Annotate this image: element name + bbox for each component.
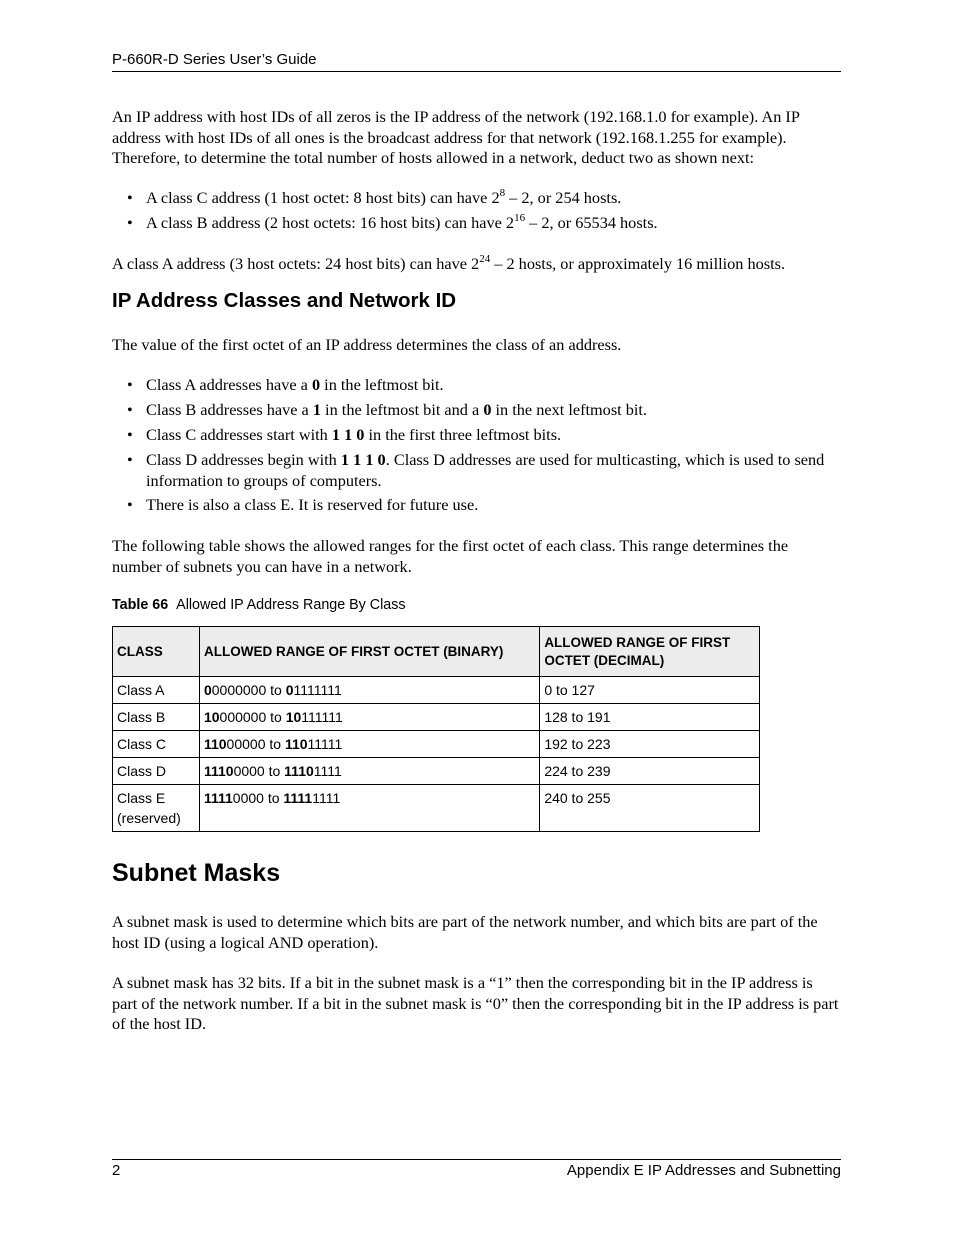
table-header-row [113, 627, 760, 677]
table-row [113, 704, 760, 731]
subnet-mask-paragraph-2: A subnet mask has 32 bits. If a bit in the subnet mask is a “1” then the corresponding bit in the IP address is part of the network number. If a bit in the subnet mask is “0” then the corresponding bit in the IP address is part of the host ID. [112, 973, 839, 1033]
cell-binary: 11000000 to 11011111 [199, 731, 539, 758]
table-row [113, 758, 760, 785]
cell-class: Class B [113, 704, 200, 731]
footer-divider [112, 1159, 841, 1160]
cell-binary: 10000000 to 10111111 [199, 704, 539, 731]
bullet-dot: • [127, 400, 133, 419]
running-header-title: P-660R-D Series User’s Guide [112, 51, 317, 68]
cell-decimal: 0 to 127 [540, 677, 760, 704]
section-heading-subnet-masks: Subnet Masks [112, 859, 281, 887]
section-heading-ip-classes: IP Address Classes and Network ID [112, 289, 457, 312]
bullet-dot: • [127, 450, 133, 469]
table-row [113, 677, 760, 704]
table-caption-label: Table 66 [112, 597, 169, 613]
intro-paragraph: An IP address with host IDs of all zeros is the IP address of the network (192.168.1.0 for example). An IP address with host IDs of all ones is the broadcast address for that network (192.168.1.255 for example). Therefore, to determine the total number of hosts allowed in a network, deduct two as shown next: [112, 107, 800, 167]
header-divider [112, 71, 841, 72]
cell-binary: 11100000 to 11101111 [199, 758, 539, 785]
cell-decimal: 128 to 191 [540, 704, 760, 731]
bullet-text: Class B addresses have a 1 in the leftmost bit and a 0 in the next leftmost bit. [146, 400, 648, 419]
table-intro-paragraph: The following table shows the allowed ranges for the first octet of each class. This range determines the number of subnets you can have in a network. [112, 536, 789, 576]
bullet-text: There is also a class E. It is reserved for future use. [146, 495, 479, 514]
cell-binary: 00000000 to 01111111 [199, 677, 539, 704]
bullet-text: Class A addresses have a 0 in the leftmost bit. [146, 375, 444, 394]
column-header-decimal: ALLOWED RANGE OF FIRST OCTET (DECIMAL) [540, 627, 760, 677]
cell-binary: 11110000 to 11111111 [199, 785, 539, 832]
cell-class: Class C [113, 731, 200, 758]
bullet-dot: • [127, 188, 133, 207]
table-row [113, 731, 760, 758]
column-header-class: CLASS [113, 627, 200, 677]
bullet-dot: • [127, 375, 133, 394]
cell-decimal: 192 to 223 [540, 731, 760, 758]
cell-class: Class A [113, 677, 200, 704]
cell-decimal: 224 to 239 [540, 758, 760, 785]
bullet-dot: • [127, 213, 133, 232]
bullet-text: Class C addresses start with 1 1 0 in the first three leftmost bits. [146, 425, 562, 444]
bullet-dot: • [127, 495, 133, 514]
table-row [113, 785, 760, 832]
table-caption [112, 597, 406, 613]
cell-class: Class D [113, 758, 200, 785]
cell-decimal: 240 to 255 [540, 785, 760, 832]
subnet-mask-paragraph-1: A subnet mask is used to determine which bits are part of the network number, and which bits are part of the host ID (using a logical AND operation). [112, 912, 818, 952]
bullet-text: A class C address (1 host octet: 8 host bits) can have $2^8 - 2$, or 254 hosts. [146, 187, 622, 207]
bullet-text: A class B address (2 host octets: 16 host bits) can have $2^{16} - 2$, or 65534 hosts. [146, 212, 658, 232]
column-header-binary: ALLOWED RANGE OF FIRST OCTET (BINARY) [199, 627, 539, 677]
bullet-text: Class D addresses begin with 1 1 1 0. Class D addresses are used for multicasting, which is used to send information to groups of computers. [146, 450, 825, 490]
cell-class: Class E (reserved) [113, 785, 200, 832]
table-caption-title: Allowed IP Address Range By Class [176, 597, 406, 613]
class-a-hosts-paragraph: A class A address (3 host octets: 24 host bits) can have $2^{24} - 2$ hosts, or approximately 16 million hosts. [112, 253, 786, 273]
bullet-dot: • [127, 425, 133, 444]
ip-range-table [112, 626, 760, 832]
page-number: 2 [112, 1162, 121, 1179]
first-octet-paragraph: The value of the first octet of an IP address determines the class of an address. [112, 335, 622, 354]
running-footer-section: Appendix E IP Addresses and Subnetting [566, 1162, 841, 1179]
